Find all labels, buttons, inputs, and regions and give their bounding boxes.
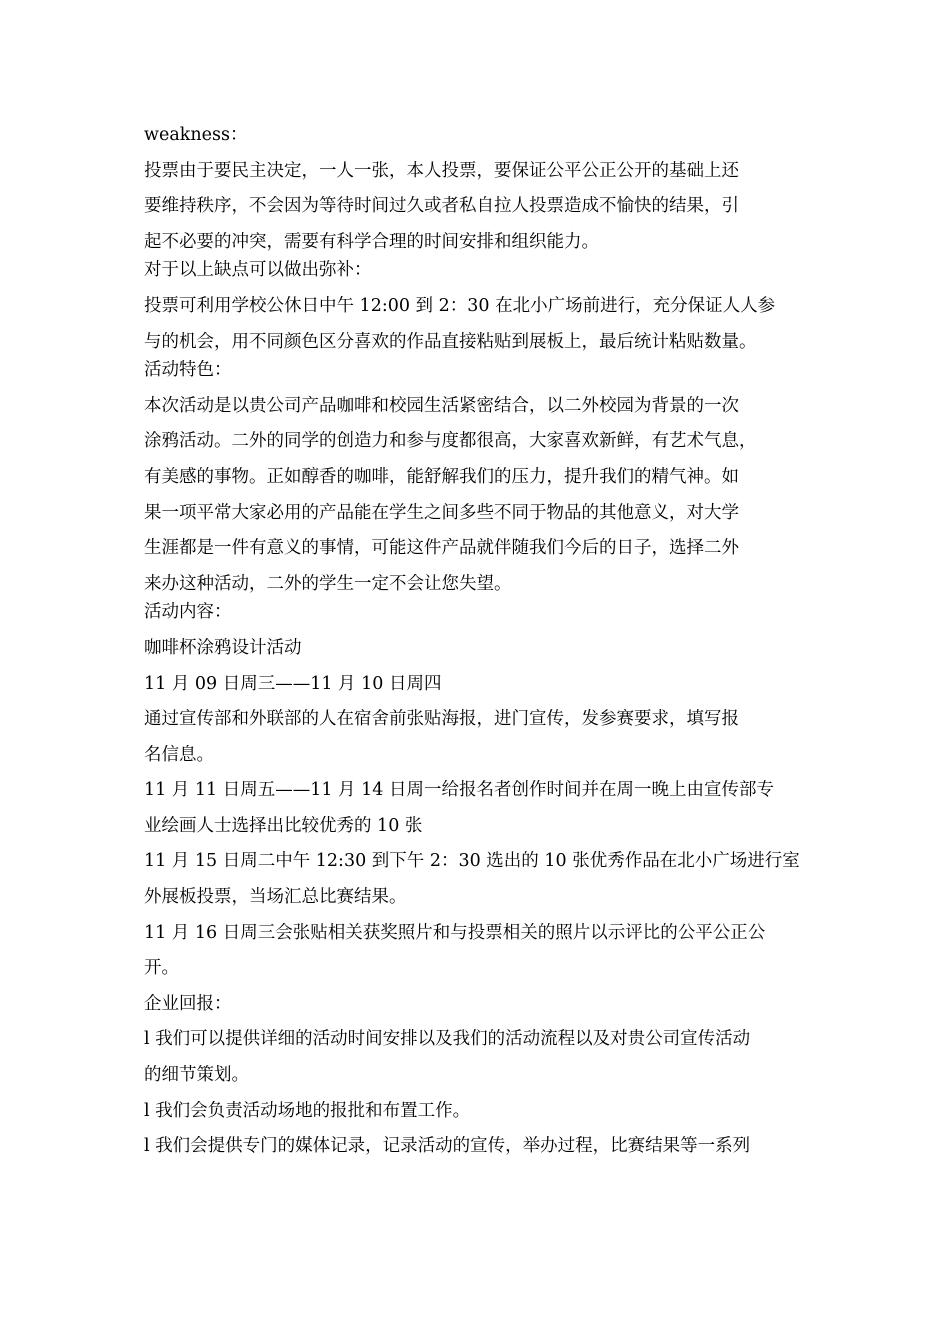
text-line: 外展板投票，当场汇总比赛结果。 bbox=[144, 887, 407, 908]
document-body bbox=[144, 118, 824, 1165]
text-line: 来办这种活动，二外的学生一定不会让您失望。 bbox=[144, 573, 512, 594]
text-line: 业绘画人士选择出比较优秀的 10 张 bbox=[144, 815, 423, 836]
text-line: 投票由于要民主决定，一人一张，本人投票，要保证公平公正公开的基础上还 bbox=[144, 160, 739, 181]
text-line: 本次活动是以贵公司产品咖啡和校园生活紧密结合，以二外校园为背景的一次 bbox=[144, 395, 739, 416]
section-heading: 企业回报： bbox=[144, 993, 232, 1014]
text-line: 11 月 11 日周五——11 月 14 日周一给报名者创作时间并在周一晚上由宣传部专 bbox=[144, 780, 774, 801]
text-line: 生涯都是一件有意义的事情，可能这件产品就伴随我们今后的日子，选择二外 bbox=[144, 538, 739, 559]
list-item: l 我们会负责活动场地的报批和布置工作。 bbox=[144, 1100, 471, 1121]
text-line: 的细节策划。 bbox=[144, 1065, 249, 1086]
text-line: 11 月 16 日周三会张贴相关获奖照片和与投票相关的照片以示评比的公平公正公 bbox=[144, 922, 766, 943]
list-item: l 我们可以提供详细的活动时间安排以及我们的活动流程以及对贵公司宣传活动 bbox=[144, 1029, 751, 1050]
text-line: 11 月 15 日周二中午 12:30 到下午 2：30 选出的 10 张优秀作品在北小广场进行室 bbox=[144, 851, 800, 872]
text-line: 咖啡杯涂鸦设计活动 bbox=[144, 637, 302, 658]
text-line: 通过宣传部和外联部的人在宿舍前张贴海报，进门宣传，发参赛要求，填写报 bbox=[144, 709, 739, 730]
text-line: 与的机会，用不同颜色区分喜欢的作品直接粘贴到展板上，最后统计粘贴数量。 bbox=[144, 331, 757, 352]
text-line: 开。 bbox=[144, 958, 179, 979]
list-item: l 我们会提供专门的媒体记录，记录活动的宣传，举办过程，比赛结果等一系列 bbox=[144, 1136, 751, 1157]
text-line: 涂鸦活动。二外的同学的创造力和参与度都很高，大家喜欢新鲜，有艺术气息， bbox=[144, 431, 757, 452]
section-heading: 活动内容： bbox=[144, 602, 232, 623]
text-line: 果一项平常大家必用的产品能在学生之间多些不同于物品的其他意义，对大学 bbox=[144, 502, 739, 523]
section-heading: 对于以上缺点可以做出弥补： bbox=[144, 260, 372, 281]
section-heading: 活动特色： bbox=[144, 360, 232, 381]
text-line: weakness： bbox=[144, 125, 248, 145]
text-line: 有美感的事物。正如醇香的咖啡，能舒解我们的压力，提升我们的精气神。如 bbox=[144, 466, 739, 487]
text-line: 名信息。 bbox=[144, 744, 214, 765]
text-line: 11 月 09 日周三——11 月 10 日周四 bbox=[144, 673, 442, 694]
text-line: 投票可利用学校公休日中午 12:00 到 2：30 在北小广场前进行，充分保证人人参 bbox=[144, 295, 776, 316]
text-line: 起不必要的冲突，需要有科学合理的时间安排和组织能力。 bbox=[144, 231, 599, 252]
text-line: 要维持秩序，不会因为等待时间过久或者私自拉人投票造成不愉快的结果，引 bbox=[144, 196, 739, 217]
